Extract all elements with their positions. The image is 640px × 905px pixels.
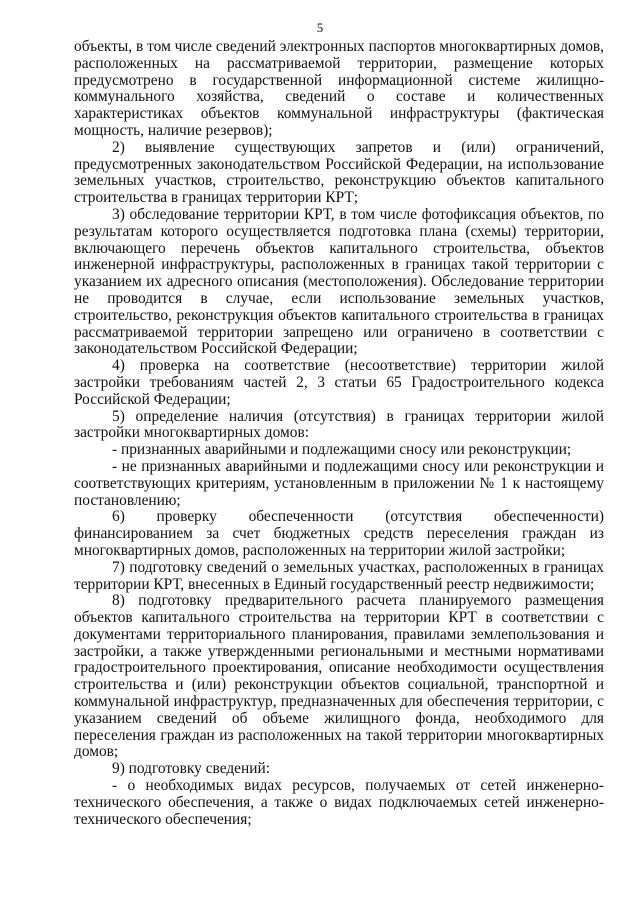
paragraph-subitem-resources: - о необходимых видах ресурсов, получаемых от сетей инженерно-технического обеспечения, а также о видах подключаемых сетей инженерно-технического обеспечения; xyxy=(74,777,604,828)
paragraph-subitem-emergency: - признанных аварийными и подлежащими сносу или реконструкции; xyxy=(112,441,572,459)
paragraph-item-4: 4) проверка на соответствие (несоответствие) территории жилой застройки требованиям частей 2, 3 статьи 65 Градостроительного кодекса Российской Федерации; xyxy=(74,357,604,408)
paragraph-item-2: 2) выявление существующих запретов и (или) ограничений, предусмотренных законодательством Российской Федерации, на использование земельных участков, строительство, реконструкцию объектов капитального строительства в границах территории КРТ; xyxy=(74,138,604,207)
paragraph-item-3: 3) обследование территории КРТ, в том числе фотофиксация объектов, по результатам которого осуществляется подготовка плана (схемы) территории, включающего перечень объектов капитального строительства, объектов инженерной инфраструктуры, расположенных в границах такой территории с указанием их адресного описания (местоположения). Обследование территории не проводится в случае, если использование земельных участков, строительство, реконструкция объектов капитального строительства в границах рассматриваемой территории запрещено или ограничено в соответствии с законодательством Российской Федерации; xyxy=(74,205,604,358)
paragraph-item-9: 9) подготовку сведений: xyxy=(112,760,270,778)
paragraph-item-5: 5) определение наличия (отсутствия) в границах территории жилой застройки многоквартирных домов: xyxy=(74,407,604,442)
paragraph-continuation: объекты, в том числе сведений электронных паспортов многоквартирных домов, расположенных на рассматриваемой территории, размещение которых предусмотрено в государственной информационной системе жилищно-коммунального хозяйства, сведений о составе и количественных характеристиках объектов коммунальной инфраструктуры (фактическая мощность, наличие резервов); xyxy=(74,38,604,139)
paragraph-item-7: 7) подготовку сведений о земельных участках, расположенных в границах территории КРТ, внесенных в Единый государственный реестр недвижимости; xyxy=(74,558,604,593)
paragraph-subitem-not-emergency: - не признанных аварийными и подлежащими сносу или реконструкции и соответствующих критериям, установленным в приложении № 1 к настоящему постановлению; xyxy=(74,457,604,509)
paragraph-item-6: 6) проверку обеспеченности (отсутствия обеспеченности) финансированием за счет бюджетных средств переселения граждан из многоквартирных домов, расположенных на территории жилой застройки; xyxy=(74,508,604,559)
page-number: 5 xyxy=(316,20,324,35)
paragraph-item-8: 8) подготовку предварительного расчета планируемого размещения объектов капитального строительства на территории КРТ в соответствии с документами территориального планирования, правилами землепользования и застройки, а также утвержденными региональными и местными нормативами градостроительного проектирования, описание необходимости осуществления строительства и (или) реконструкции объектов социальной, транспортной и коммунальной инфраструктур, предназначенных для обеспечения территории, с указанием сведений об объеме жилищного фонда, необходимого для переселения граждан из расположенных на такой территории многоквартирных домов; xyxy=(74,592,604,761)
document-body xyxy=(74,39,604,828)
